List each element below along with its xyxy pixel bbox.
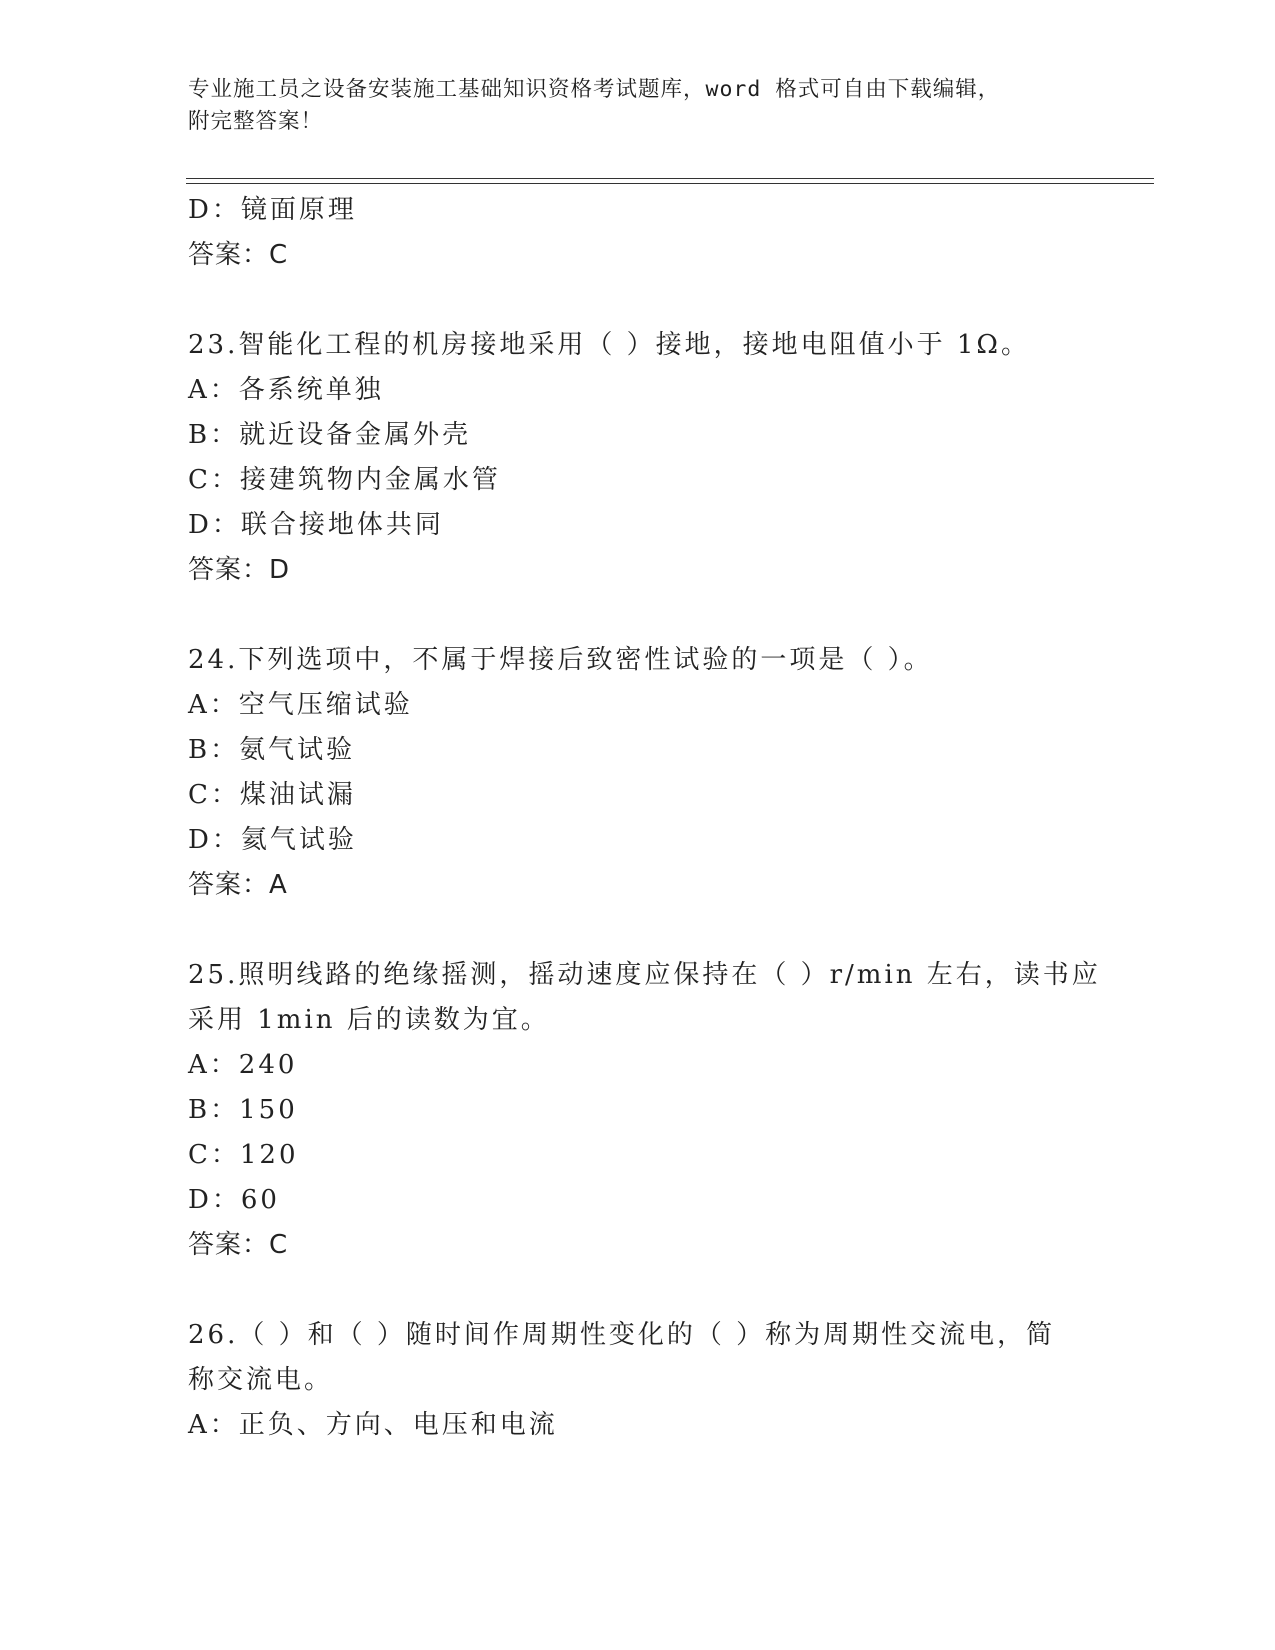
spacer [188, 593, 1088, 638]
question-list [188, 188, 1101, 1448]
q25-question-line-1: 25.照明线路的绝缘摇测，摇动速度应保持在（ ）r/min 左右，读书应 [188, 960, 1101, 990]
q23-option-b: B：就近设备金属外壳 [188, 420, 472, 450]
prev-answer: 答案：C [188, 240, 289, 270]
q25-option-c: C：120 [188, 1140, 299, 1170]
q23-question: 23.智能化工程的机房接地采用（ ）接地，接地电阻值小于 1Ω。 [188, 330, 1030, 360]
q23-option-a: A：各系统单独 [188, 375, 384, 405]
q24-option-c: C：煤油试漏 [188, 780, 356, 810]
q25-option-a: A：240 [188, 1050, 298, 1080]
q23-answer: 答案：D [188, 555, 291, 585]
q24-option-d: D：氦气试验 [188, 825, 357, 855]
q26-question-line-2: 称交流电。 [188, 1365, 334, 1395]
q25-option-d: D：60 [188, 1185, 280, 1215]
q24-question: 24.下列选项中，不属于焊接后致密性试验的一项是（ ）。 [188, 645, 933, 675]
document-header [188, 74, 1068, 138]
q24-answer: 答案：A [188, 870, 288, 900]
q24-option-b: B：氨气试验 [188, 735, 356, 765]
q26-option-a: A：正负、方向、电压和电流 [188, 1410, 558, 1440]
spacer [188, 1268, 1088, 1313]
header-line-2: 附完整答案！ [188, 109, 324, 134]
spacer [188, 278, 1088, 323]
header-divider-thick [186, 178, 1154, 179]
q25-answer: 答案：C [188, 1230, 289, 1260]
spacer [188, 908, 1088, 953]
q25-question-line-2: 采用 1min 后的读数为宜。 [188, 1005, 550, 1035]
q24-option-a: A：空气压缩试验 [188, 690, 413, 720]
header-line-1: 专业施工员之设备安装施工基础知识资格考试题库，word 格式可自由下载编辑， [188, 77, 1001, 102]
q23-option-c: C：接建筑物内金属水管 [188, 465, 501, 495]
q25-option-b: B：150 [188, 1095, 298, 1125]
header-divider-thin [186, 183, 1154, 184]
prev-option-d: D：镜面原理 [188, 195, 357, 225]
q26-question-line-1: 26.（ ）和（ ）随时间作周期性变化的（ ）称为周期性交流电，简 [188, 1320, 1056, 1350]
q23-option-d: D：联合接地体共同 [188, 510, 444, 540]
